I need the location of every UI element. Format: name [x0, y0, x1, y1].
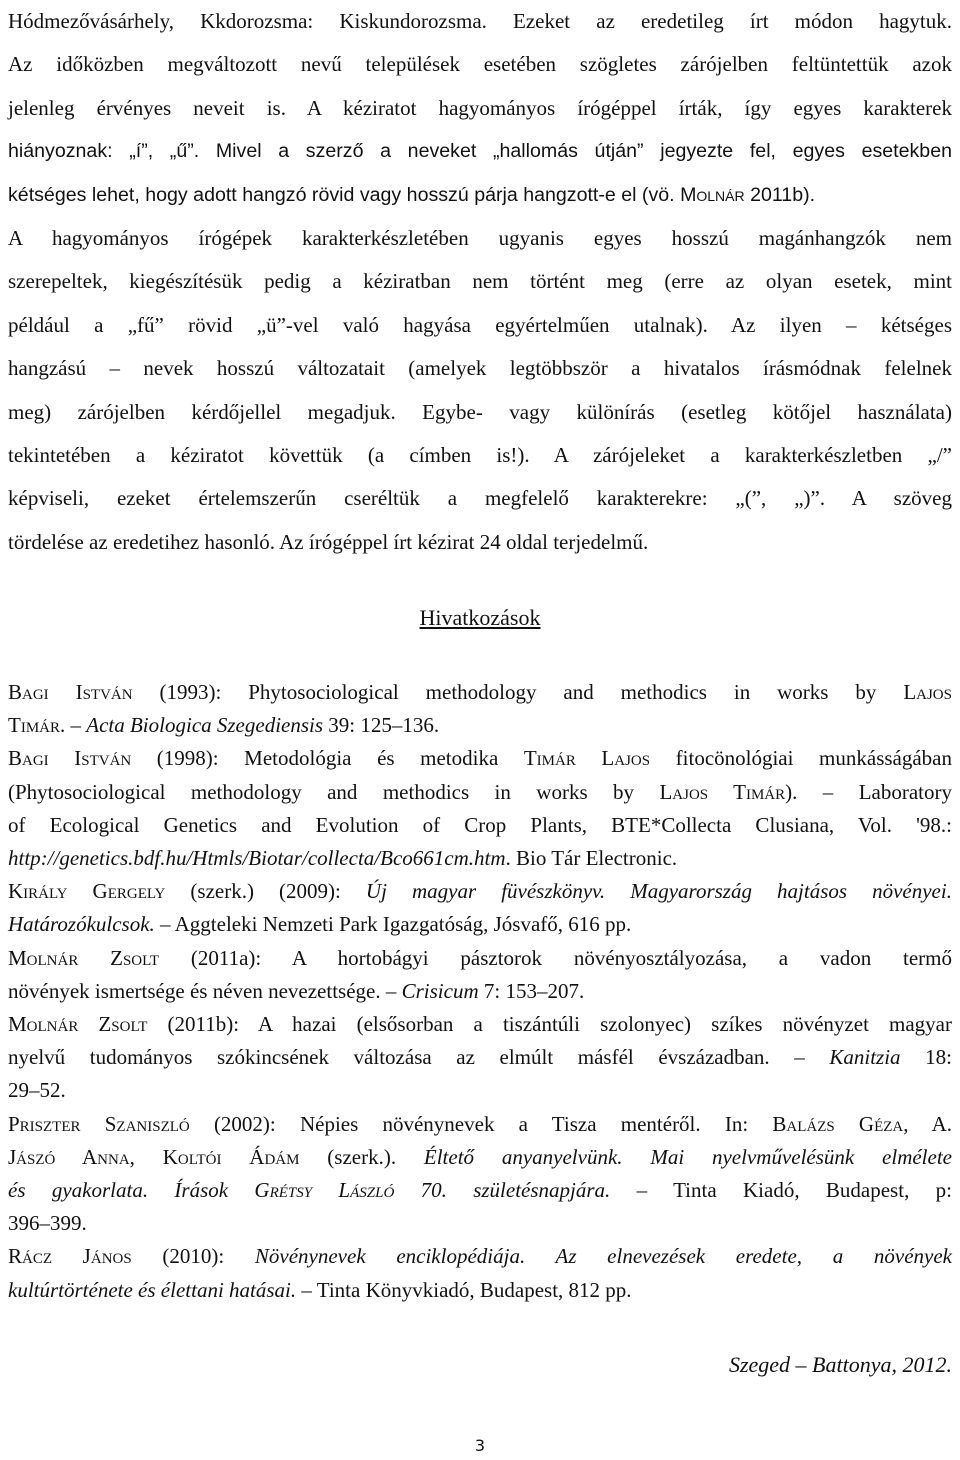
reference-entry [8, 742, 952, 875]
reference-title: Növénynevek enciklopédiája. Az elnevezések eredete, a növények [254, 1244, 952, 1269]
reference-line [8, 776, 952, 809]
reference-text: (2010): [131, 1244, 255, 1269]
reference-title: http://genetics.bdf.hu/Htmls/Biotar/collecta/Bco661cm.htm [8, 846, 506, 871]
reference-line [8, 1008, 952, 1041]
paragraph-line-tail: 2011b). [744, 183, 816, 206]
paragraph-line: meg) zárójelben kérdőjellel megadjuk. Egybe- vagy különírás (esetleg kötőjel használata) [8, 399, 952, 424]
reference-line [8, 742, 952, 775]
reference-text: 396–399. [8, 1211, 87, 1236]
reference-line [8, 1174, 952, 1207]
reference-entry [8, 942, 952, 1008]
reference-title: Crisicum [401, 978, 479, 1003]
reference-entry [8, 1108, 952, 1241]
reference-line [8, 1074, 952, 1107]
reference-text: 29–52. [8, 1078, 66, 1103]
reference-text: 39: 125–136. [323, 713, 440, 738]
reference-text: – Aggteleki Nemzeti Park Igazgatóság, Jósvafő, 616 pp. [154, 912, 632, 937]
paragraph-line: tördelése az eredetihez hasonló. Az írógéppel írt kézirat 24 oldal terjedelmű. [8, 529, 649, 554]
reference-title: és gyakorlata. Írások [8, 1178, 255, 1203]
author-name: Bagi István [8, 680, 133, 704]
reference-title: Új magyar füvészkönyv. Magyarország hajtásos növényei. [365, 879, 952, 904]
reference-title: Kanitzia [829, 1045, 901, 1070]
author-name: Timár Lajos [523, 746, 651, 771]
reference-line [8, 1041, 952, 1074]
reference-line [8, 1141, 952, 1174]
author-name: Timár [8, 713, 60, 738]
reference-text: . – [60, 713, 87, 738]
paragraph-line-text: kétséges lehet, hogy adott hangzó rövid vagy hosszú párja hangzott-e el (vö. [8, 183, 675, 206]
reference-text: (1998): Metodológia és metodika [131, 746, 524, 771]
author-name: Jászó Anna [8, 1144, 130, 1169]
reference-entry [8, 1008, 952, 1108]
author-name: Király Gergely [8, 879, 166, 904]
author-name: Balázs Géza [772, 1111, 904, 1136]
paragraph-line: Hódmezővásárhely, Kkdorozsma: Kiskundorozsma. Ezeket az eredetileg írt módon hagytuk. [8, 9, 952, 33]
reference-text: 7: 153–207. [478, 978, 585, 1003]
reference-line [8, 975, 952, 1008]
reference-text: , A. [903, 1111, 952, 1136]
reference-text: (1993): Phytosociological methodology and methodics in works by [132, 680, 904, 704]
reference-title: Határozókulcsok. [8, 912, 155, 937]
reference-line [8, 809, 952, 842]
paragraph-line [8, 174, 952, 217]
reference-text: (2011b): A hazai (elsősorban a tiszántúli szolonyec) szíkes növényzet magyar [147, 1012, 952, 1037]
reference-line [8, 1240, 952, 1273]
reference-text: (2011a): A hortobágyi pásztorok növényosztályozása, a vadon termő [159, 945, 952, 970]
reference-title: 70. születésnapjára. [394, 1178, 611, 1203]
reference-entry [8, 1240, 952, 1306]
paragraph-line: hiányoznak: „í”, „ű”. Mivel a szerző a neveket „hallomás útján” jegyezte fel, egyes esetekben [8, 140, 952, 163]
reference-title: kultúrtörténete és élettani hatásai. [8, 1277, 297, 1302]
reference-line [8, 842, 952, 875]
reference-entry [8, 875, 952, 941]
reference-text: növények ismertsége és néven nevezettsége. – [8, 978, 402, 1003]
paragraph-line: például a „fű” rövid „ü”-vel való hagyása egyértelműen utalnak). Az ilyen – kétséges [8, 312, 952, 337]
reference-text: fitocönológiai munkásságában [650, 746, 952, 771]
reference-entry [8, 676, 952, 742]
paragraph-line: hangzású – nevek hosszú változatait (amelyek legtöbbször a hivatalos írásmódnak felelnek [8, 356, 952, 381]
author-name: Lajos Timár [659, 779, 786, 804]
author-name: Lajos [903, 680, 952, 704]
reference-line [8, 1274, 952, 1307]
reference-text: , [129, 1144, 163, 1169]
reference-title: Éltető anyanyelvünk. Mai nyelvművelésünk elmélete [423, 1144, 952, 1169]
reference-line [8, 942, 952, 975]
paragraph-line: tekintetében a kéziratot követtük (a címben is!). A zárójeleket a karakterkészletben „/” [8, 443, 952, 468]
reference-text: . Bio Tár Electronic. [505, 846, 678, 871]
reference-text: of Ecological Genetics and Evolution of Crop Plants, BTE*Collecta Clusiana, Vol. '98.: [8, 812, 952, 837]
signature: Szeged – Battonya, 2012. [728, 1352, 952, 1377]
reference-text: (szerk.). [299, 1144, 424, 1169]
reference-text: ). – Laboratory [785, 779, 952, 804]
author-name: Priszter Szaniszló [8, 1111, 190, 1136]
reference-line [8, 676, 952, 709]
reference-text: nyelvű tudományos szókincsének változása az elmúlt másfél évszázadban. – [8, 1045, 830, 1070]
reference-text: – Tinta Könyvkiadó, Budapest, 812 pp. [296, 1277, 632, 1302]
reference-line [8, 908, 952, 941]
reference-line [8, 1207, 952, 1240]
paragraph-line: jelenleg érvényes neveit is. A kéziratot hagyományos írógéppel írták, így egyes karakterek [8, 95, 952, 120]
author-name: Rácz János [8, 1244, 132, 1269]
reference-line [8, 709, 952, 742]
body-paragraph [8, 0, 952, 564]
reference-line [8, 875, 952, 908]
reference-title: Acta Biologica Szegediensis [86, 713, 324, 738]
paragraph-line: képviseli, ezeket értelemszerűn cseréltük a megfelelő karakterekre: „(”, „)”. A szöveg [8, 486, 952, 511]
reference-line [8, 1108, 952, 1141]
paragraph-line: A hagyományos írógépek karakterkészletében ugyanis egyes hosszú magánhangzók nem [8, 226, 952, 251]
author-name: Molnár Zsolt [8, 945, 160, 970]
reference-text: (2002): Népies növénynevek a Tisza mentéről. In: [189, 1111, 773, 1136]
reference-text: – Tinta Kiadó, Budapest, p: [610, 1178, 952, 1203]
references-heading: Hivatkozások [419, 605, 541, 630]
author-name: Molnár [680, 183, 745, 206]
author-name: Grétsy László [254, 1178, 395, 1203]
paragraph-line: szerepeltek, kiegészítésük pedig a kéziratban nem történt meg (erre az olyan esetek, mint [8, 269, 952, 294]
page-number: 3 [474, 1436, 486, 1455]
author-name: Molnár Zsolt [8, 1012, 148, 1037]
references-list [8, 676, 952, 1307]
reference-text: 18: [900, 1045, 952, 1070]
reference-text: (Phytosociological methodology and methodics in works by [8, 779, 660, 804]
paragraph-line: Az időközben megváltozott nevű települések esetében szögletes zárójelben feltüntettük azok [8, 52, 952, 77]
author-name: Koltói Ádám [162, 1144, 300, 1169]
author-name: Bagi István [8, 746, 132, 771]
reference-text: (szerk.) (2009): [165, 879, 366, 904]
